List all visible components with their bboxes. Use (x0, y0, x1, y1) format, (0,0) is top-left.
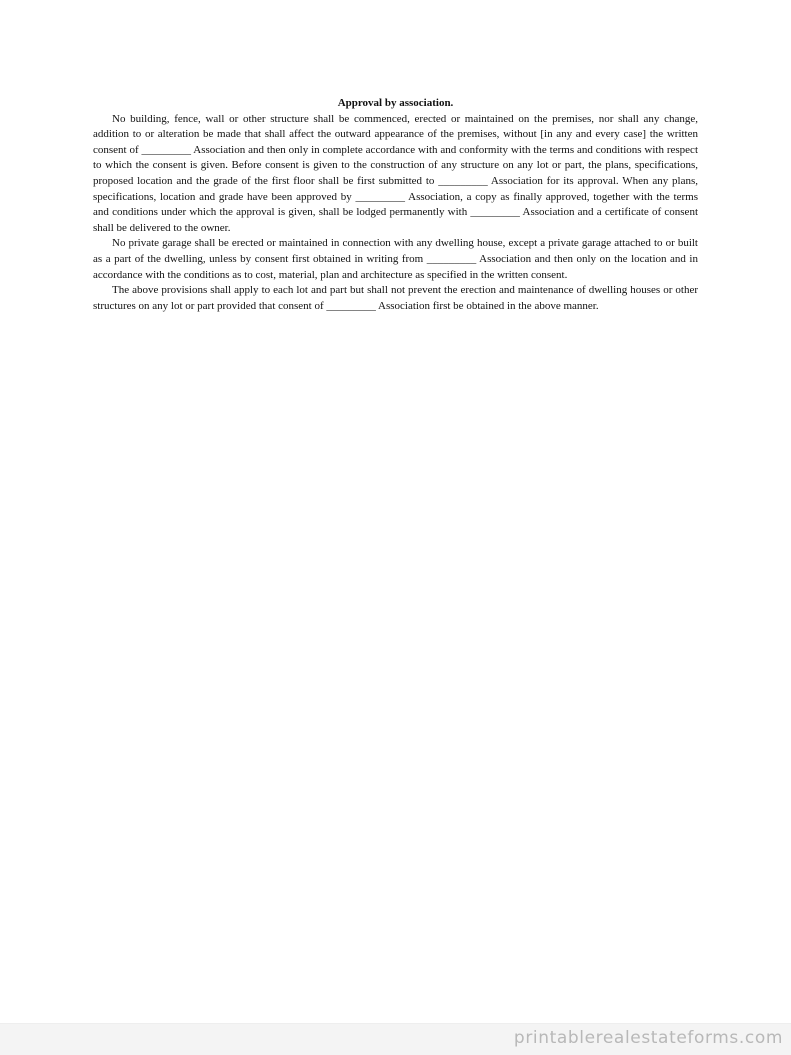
document-title: Approval by association. (337, 97, 454, 109)
paragraph-provisions-scope: The above provisions shall apply to each lot and part but shall not prevent the erection and maintenance of dwelling houses or other structures on any lot or part provided that consent of _________ Association first be obtained in the above manner. (93, 284, 698, 312)
paragraph-building-approval: No building, fence, wall or other structure shall be commenced, erected or maintained on the premises, nor shall any change, addition to or alteration be made that shall affect the outward appearance of the premises, without [in any and every case] the written consent of _________ Association and then only in complete accordance with and conformity with the terms and conditions with respect to which the consent is given. Before consent is given to the construction of any structure on any lot or part, the plans, specifications, proposed location and the grade of the first floor shall be first submitted to _________ Association for its approval. When any plans, specifications, location and grade have been approved by _________ Association, a copy as finally approved, together with the terms and conditions under which the approval is given, shall be lodged permanently with _________ Association and a certificate of consent shall be delivered to the owner. (93, 112, 698, 234)
paragraph-private-garage: No private garage shall be erected or maintained in connection with any dwelling house, except a private garage attached to or built as a part of the dwelling, unless by consent first obtained in writing from _________ Association and then only on the location and in accordance with the conditions as to cost, material, plan and architecture as specified in the written consent. (93, 237, 698, 281)
watermark-band (0, 1023, 791, 1055)
watermark-text: printablerealestateforms.com (513, 1028, 783, 1048)
document-body (93, 96, 698, 314)
